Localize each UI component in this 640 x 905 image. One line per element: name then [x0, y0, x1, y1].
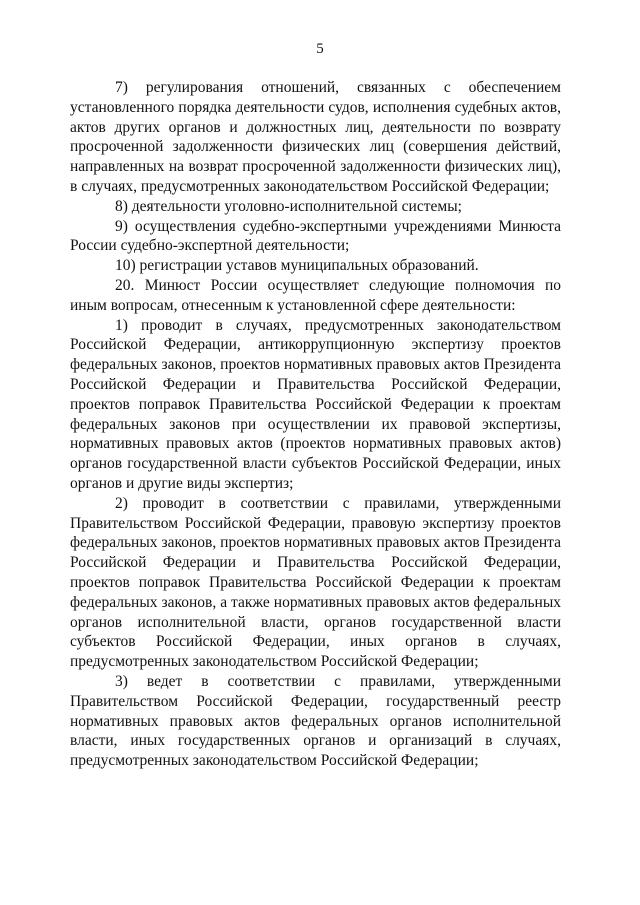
paragraph-item-9: 9) осуществления судебно-экспертными учреждениями Минюста России судебно-экспертной деятельности; — [70, 217, 561, 255]
paragraph-subitem-1: 1) проводит в случаях, предусмотренных законодательством Российской Федерации, антикоррупционную экспертизу проектов федеральных законов, проектов нормативных правовых актов Президента Российской Федерации и Правительства Российской Федерации, проектов поправок Правительства Российской Федерации к проектам федеральных законов при осуществлении их правовой экспертизы, нормативных правовых актов (проектов нормативных правовых актов) органов государственной власти субъектов Российской Федерации, иных органов и другие виды экспертиз; — [70, 316, 561, 492]
page-number: 5 — [316, 41, 324, 57]
paragraph-item-7: 7) регулирования отношений, связанных с обеспечением установленного порядка деятельности судов, исполнения судебных актов, актов других органов и должностных лиц, деятельности по возврату просроченной задолженности физических лиц (совершения действий, направленных на возврат просроченной задолженности физических лиц), в случаях, предусмотренных законодательством Российской Федерации; — [70, 79, 561, 195]
paragraph-item-8: 8) деятельности уголовно-исполнительной системы; — [115, 197, 462, 215]
paragraph-section-20: 20. Минюст России осуществляет следующие полномочия по иным вопросам, отнесенным к установленной сфере деятельности: — [70, 276, 561, 314]
paragraph-subitem-3: 3) ведет в соответствии с правилами, утвержденными Правительством Российской Федерации, государственный реестр нормативных правовых актов федеральных органов исполнительной власти, иных государственных органов и организаций в случаях, предусмотренных законодательством Российской Федерации; — [70, 672, 561, 770]
paragraph-item-10: 10) регистрации уставов муниципальных образований. — [115, 257, 479, 275]
document-body — [70, 78, 561, 771]
paragraph-subitem-2: 2) проводит в соответствии с правилами, утвержденными Правительством Российской Федерации, правовую экспертизу проектов федеральных законов, проектов нормативных правовых актов Президента Российской Федерации и Правительства Российской Федерации, проектов поправок Правительства Российской Федерации к проектам федеральных законов, а также нормативных правовых актов федеральных органов исполнительной власти, органов государственной власти субъектов Российской Федерации, иных органов в случаях, предусмотренных законодательством Российской Федерации; — [70, 494, 561, 671]
